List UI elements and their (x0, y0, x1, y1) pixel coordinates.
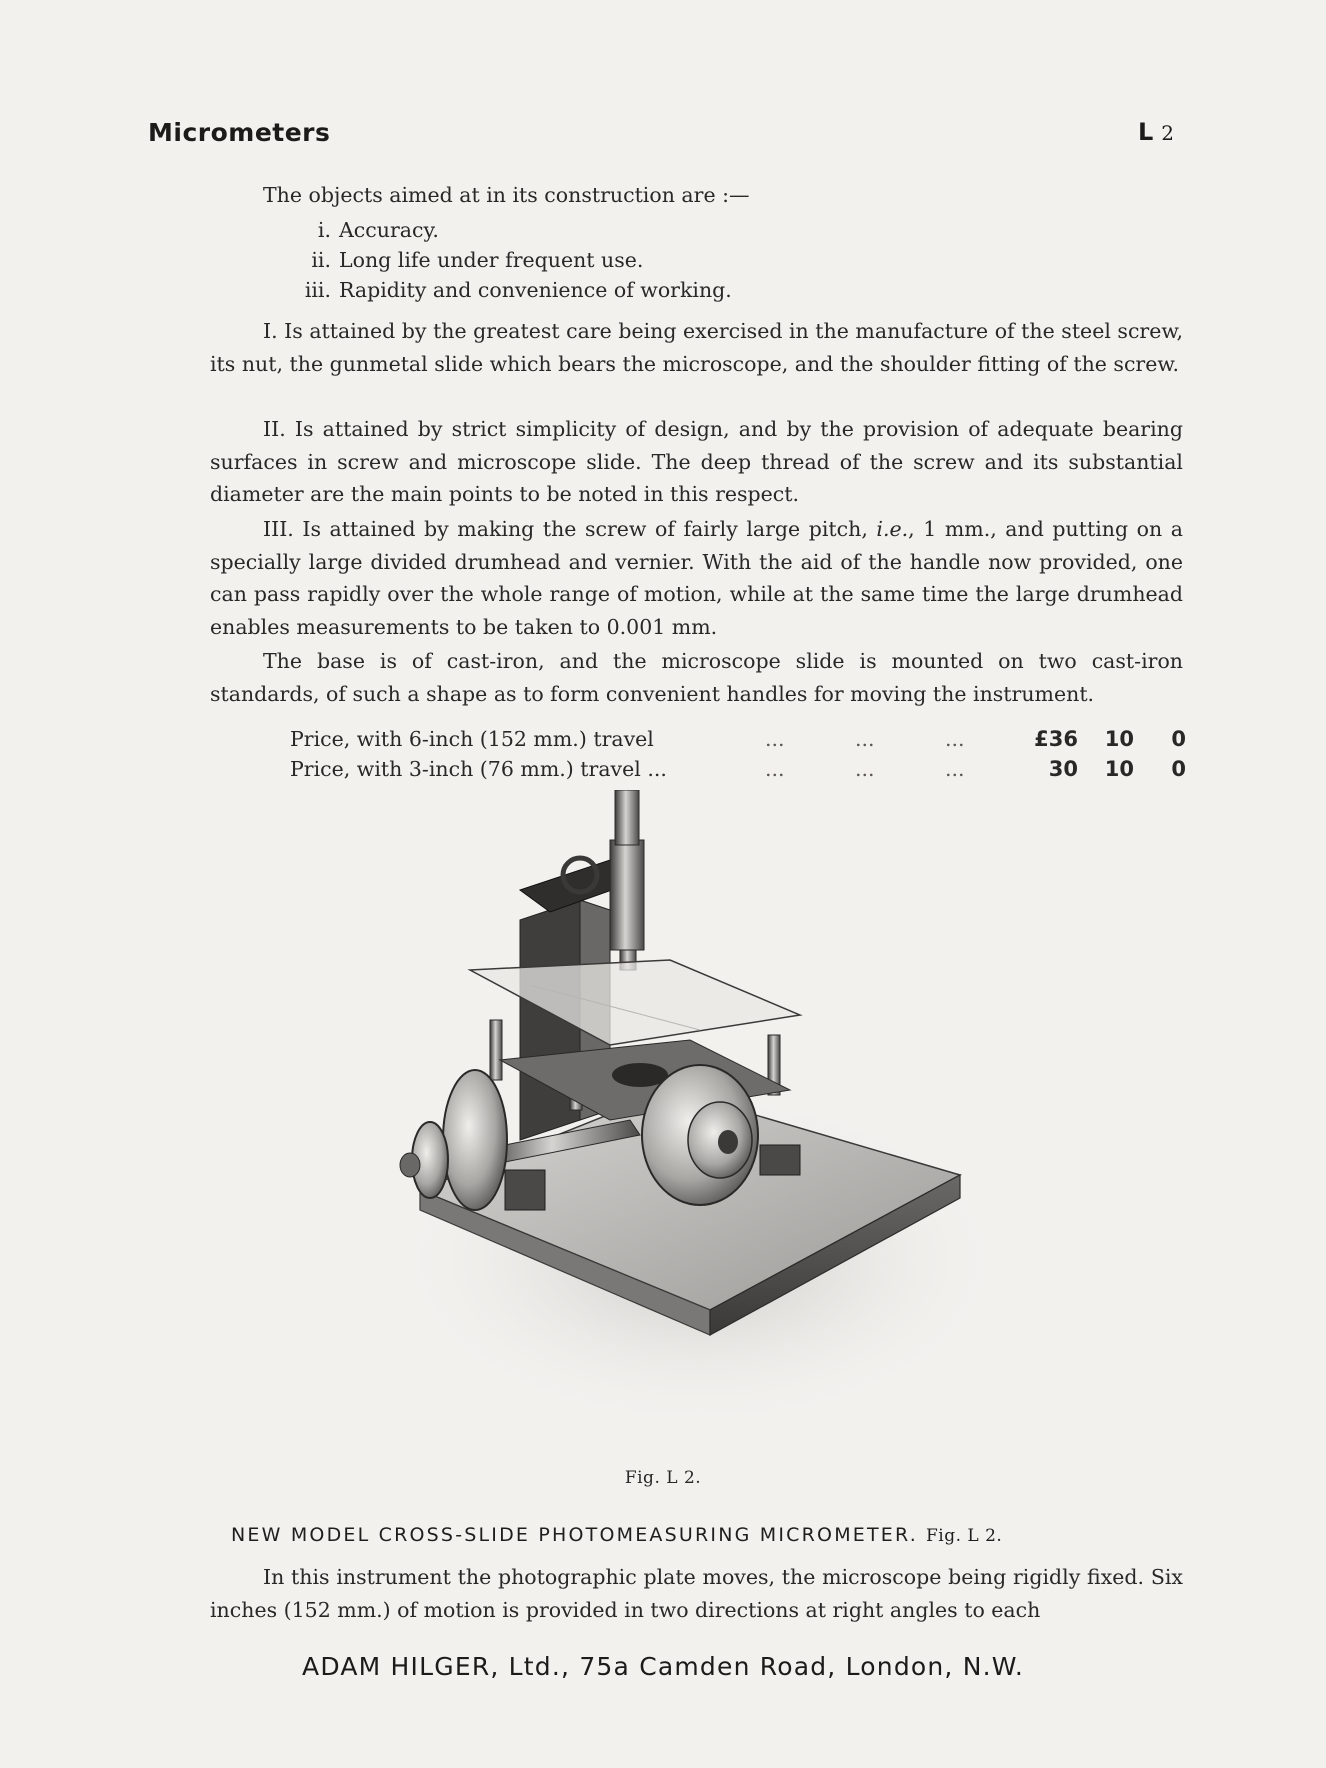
screw-bearing (505, 1170, 545, 1210)
price-row (290, 724, 1186, 754)
publisher-footer: ADAM HILGER, Ltd., 75a Camden Road, London, N.W. (302, 1652, 1024, 1681)
list-item-text: Long life under frequent use. (339, 248, 644, 272)
price-pence: 0 (1171, 727, 1186, 751)
paragraph-rapidity (210, 513, 1183, 643)
microscope-eyepiece (615, 790, 639, 845)
list-item-number: ii. (311, 248, 331, 272)
list-item (263, 245, 732, 275)
price-label: Price, with 6-inch (152 mm.) travel (290, 727, 654, 751)
paragraph-rapidity-part1: III. Is attained by making the screw of fairly large pitch, (263, 517, 877, 541)
objectives-list (263, 215, 732, 305)
paragraph-rapidity-emphasis: i.e. (876, 517, 909, 541)
right-drumhead-center (718, 1130, 738, 1154)
price-shillings: 10 (1104, 757, 1134, 781)
stage-post (490, 1020, 502, 1080)
paragraph-long-life: II. Is attained by strict simplicity of design, and by the provision of adequate bearing surfaces in screw and microscope slide. The deep thread of the screw and its substantial diameter are the main points to be noted in this respect. (210, 417, 1183, 506)
left-handle-knob (400, 1153, 420, 1177)
price-shillings: 10 (1104, 727, 1134, 751)
price-pence: 0 (1171, 757, 1186, 781)
list-item-number: i. (317, 218, 331, 242)
list-item (263, 215, 732, 245)
list-item-text: Rapidity and convenience of working. (339, 278, 732, 302)
price-leader: ... (765, 727, 785, 751)
paragraph-base: The base is of cast-iron, and the microscope slide is mounted on two cast-iron standards, of such a shape as to form convenient handles for moving the instrument. (210, 649, 1183, 706)
list-item-text: Accuracy. (339, 218, 439, 242)
price-leader: ... (765, 757, 785, 781)
paragraph-cross-slide: In this instrument the photographic plate moves, the microscope being rigidly fixed. Six inches (152 mm.) of motion is provided in two directions at right angles to each (210, 1565, 1183, 1622)
paragraph-accuracy: I. Is attained by the greatest care being exercised in the manufacture of the steel screw, its nut, the gunmetal slide which bears the microscope, and the shoulder fitting of the screw. (210, 319, 1183, 376)
price-label: Price, with 3-inch (76 mm.) travel ... (290, 757, 667, 781)
list-item (263, 275, 732, 305)
right-bearing (760, 1145, 800, 1175)
list-item-number: iii. (304, 278, 331, 302)
micrometer-illustration (370, 790, 1010, 1430)
price-list (290, 724, 1186, 784)
price-row (290, 754, 1186, 784)
section-heading-text: NEW MODEL CROSS-SLIDE PHOTOMEASURING MICROMETER. (231, 1524, 918, 1546)
left-drumhead (443, 1070, 507, 1210)
price-value (1008, 754, 1186, 784)
section-heading (231, 1524, 1002, 1546)
section-letter: L (1138, 118, 1154, 146)
price-pounds: 30 (1048, 757, 1078, 781)
microscope-tube (610, 840, 644, 950)
page-code (1138, 118, 1174, 146)
price-leader: ... (855, 757, 875, 781)
price-leader: ... (945, 727, 965, 751)
section-figure-ref: Fig. L 2. (925, 1526, 1003, 1546)
paragraph-rapidity-part2: , 1 mm., and putting on a specially large divided drumhead and vernier. With the aid of the handle now provided, one can pass rapidly over the whole range of motion, while at the same time the large drumhead enables measurements to be taken to 0.001 mm. (210, 517, 1183, 639)
price-leader: ... (945, 757, 965, 781)
page-title: Micrometers (148, 118, 331, 147)
price-leader: ... (855, 727, 875, 751)
figure-caption: Fig. L 2. (624, 1468, 702, 1488)
intro-line: The objects aimed at in its construction are :— (263, 183, 750, 207)
price-value (1008, 724, 1186, 754)
section-number: 2 (1161, 121, 1175, 145)
price-pounds: £36 (1034, 727, 1078, 751)
